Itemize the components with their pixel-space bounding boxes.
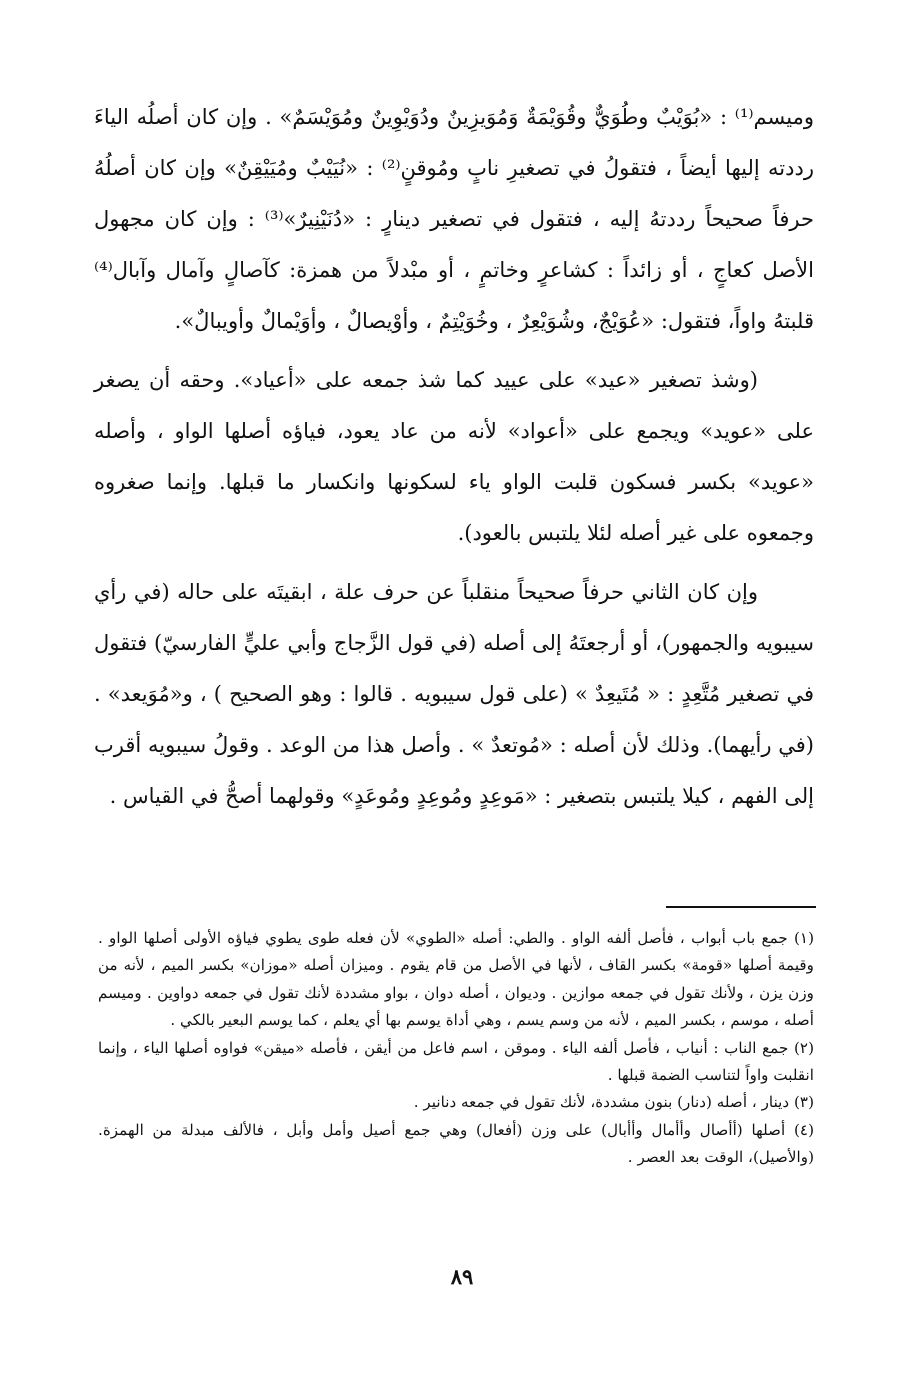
footnote-2: (٢) جمع الناب : أنياب ، فأصل ألفه الياء . وموقن ، اسم فاعل من أيقن ، فأصله «ميقن» فواوه أصلها الياء ، وإنما انقلبت واواً لتناسب الضمة قبلها . bbox=[98, 1038, 814, 1085]
footnote-separator bbox=[666, 906, 816, 908]
footnotes bbox=[98, 925, 814, 1172]
paragraph-2: (وشذ تصغير «عيد» على عييد كما شذ جمعه على «أعياد». وحقه أن يصغر على «عويد» ويجمع على «أعواد» لأنه من عاد يعود، فياؤه أصلها الواو ، وأصله «عويد» بكسر فسكون قلبت الواو ياء لسكونها وانكسار ما قبلها. وإنما صغروه وجمعوه على غير أصله لئلا يلتبس بالعود). bbox=[94, 368, 814, 545]
paragraph-1: وميسم⁽¹⁾ : «بُوَيْبٌ وطُوَيٌّ وقُوَيْمَةٌ وَمُوَيزِينٌ ودُوَيْوِينٌ ومُوَيْسَمٌ» . وإن كان أصلُه الياءَ رددته إليها أيضاً ، فتقولُ في تصغيرِ نابٍ ومُوقنٍ⁽²⁾ : «نُيَيْبٌ ومُيَيْقِنٌ» وإن كان أصلُهُ حرفاً صحيحاً رددتهُ إليه ، فتقول في تصغير دينارٍ : «دُنَيْنِيرٌ»⁽³⁾ : وإن كان مجهول الأصل كعاجٍ ، أو زائداً : كشاعرٍ وخاتمٍ ، أو مبْدلاً من همزة: كآصالٍ وآمال وآبال⁽⁴⁾ قلبتهُ واواً، فتقول: «عُوَيْجٌ، وشُوَيْعِرٌ ، وخُوَيْتِمٌ ، وأوْيصالٌ ، وأوَيْمالٌ وأويبالٌ». bbox=[94, 105, 814, 333]
footnote-3: (٣) دينار ، أصله (دنار) بنون مشددة، لأنك تقول في جمعه دنانير . bbox=[413, 1093, 814, 1112]
footnote-4: (٤) أصلها (أأصال وأأمال وأأبال) على وزن (أفعال) وهي جمع أصيل وأمل وأبل ، فالألف مبدلة من الهمزة. (والأصيل)، الوقت بعد العصر . bbox=[98, 1120, 814, 1167]
main-text bbox=[94, 92, 814, 822]
footnote-1: (١) جمع باب أبواب ، فأصل ألفه الواو . والطي: أصله «الطوي» لأن فعله طوى يطوي فياؤه الأولى أصلها الواو . وقيمة أصلها «قومة» بكسر القاف ، لأنها في الأصل من قام يقوم . وميزان أصله «موزان» بكسر الميم ، لأنه من وزن يزن ، ولأنك تقول في جمعه موازين . وديوان ، أصله دوان ، بواو مشددة لأنك تقول في جمعه دواوين . وميسم أصله ، موسم ، بكسر الميم ، لأنه من وسم يسم ، وهي أداة يوسم بها أي يعلم ، كما يوسم البعير بالكي . bbox=[98, 929, 814, 1030]
page-number: ٨٩ bbox=[450, 1264, 474, 1289]
paragraph-3: وإن كان الثاني حرفاً صحيحاً منقلباً عن حرف علة ، ابقيتَه على حاله (في رأي سيبويه والجمهور)، أو أرجعتَهُ إلى أصله (في قول الزَّجاج وأبي عليٍّ الفارسيّ) فتقول في تصغير مُتَّعِدٍ : « مُتَيعِدٌ » (على قول سيبويه . قالوا : وهو الصحيح ) ، و«مُوَيعد» . (في رأيهما). وذلك لأن أصله : «مُوتعدٌ » . وأصل هذا من الوعد . وقولُ سيبويه أقرب إلى الفهم ، كيلا يلتبس بتصغير : «مَوعِدٍ ومُوعِدٍ ومُوعَدٍ» وقولهما أصحُّ في القياس . bbox=[94, 580, 814, 808]
